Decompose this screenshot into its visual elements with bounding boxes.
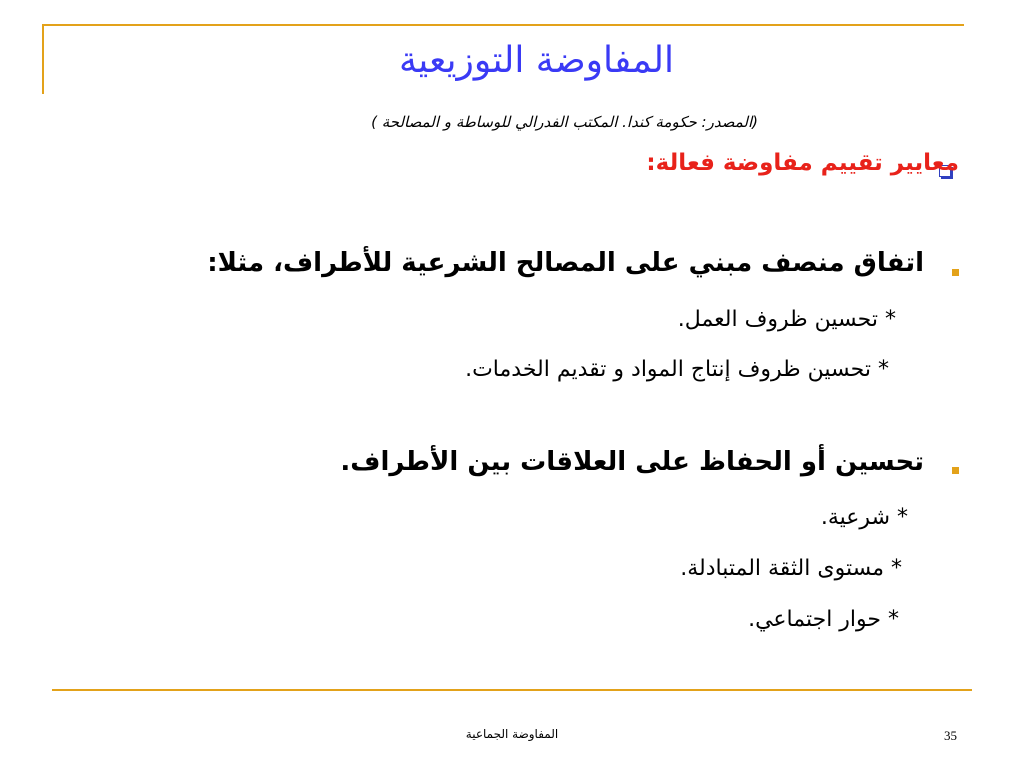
- sub-point-1-1: * تحسين ظروف العمل.: [677, 307, 896, 332]
- main-point-1: اتفاق منصف مبني على المصالح الشرعية للأطراف، مثلا:: [207, 248, 924, 278]
- sub-point-1-2: * تحسين ظروف إنتاج المواد و تقديم الخدمات.: [465, 357, 889, 382]
- footer-title: المفاوضة الجماعية: [465, 727, 559, 741]
- sub-point-2-2: * مستوى الثقة المتبادلة.: [680, 556, 902, 581]
- square-bullet-icon: [952, 269, 959, 276]
- page-number: 35: [944, 728, 957, 743]
- main-point-2: تحسين أو الحفاظ على العلاقات بين الأطراف.: [340, 447, 924, 477]
- source-citation: (المصدر: حكومة كندا. المكتب الفدرالي للوساطة و المصالحة ): [371, 113, 758, 131]
- frame-top-rule: [42, 24, 964, 26]
- frame-left-rule: [42, 24, 44, 94]
- footer-rule: [52, 689, 972, 691]
- square-bullet-icon: [952, 467, 959, 474]
- slide-title: المفاوضة التوزيعية: [398, 40, 674, 81]
- sub-point-2-1: * شرعية.: [820, 505, 908, 530]
- sub-point-2-3: * حوار اجتماعي.: [748, 607, 899, 632]
- criteria-heading: معايير تقييم مفاوضة فعالة:: [646, 150, 959, 176]
